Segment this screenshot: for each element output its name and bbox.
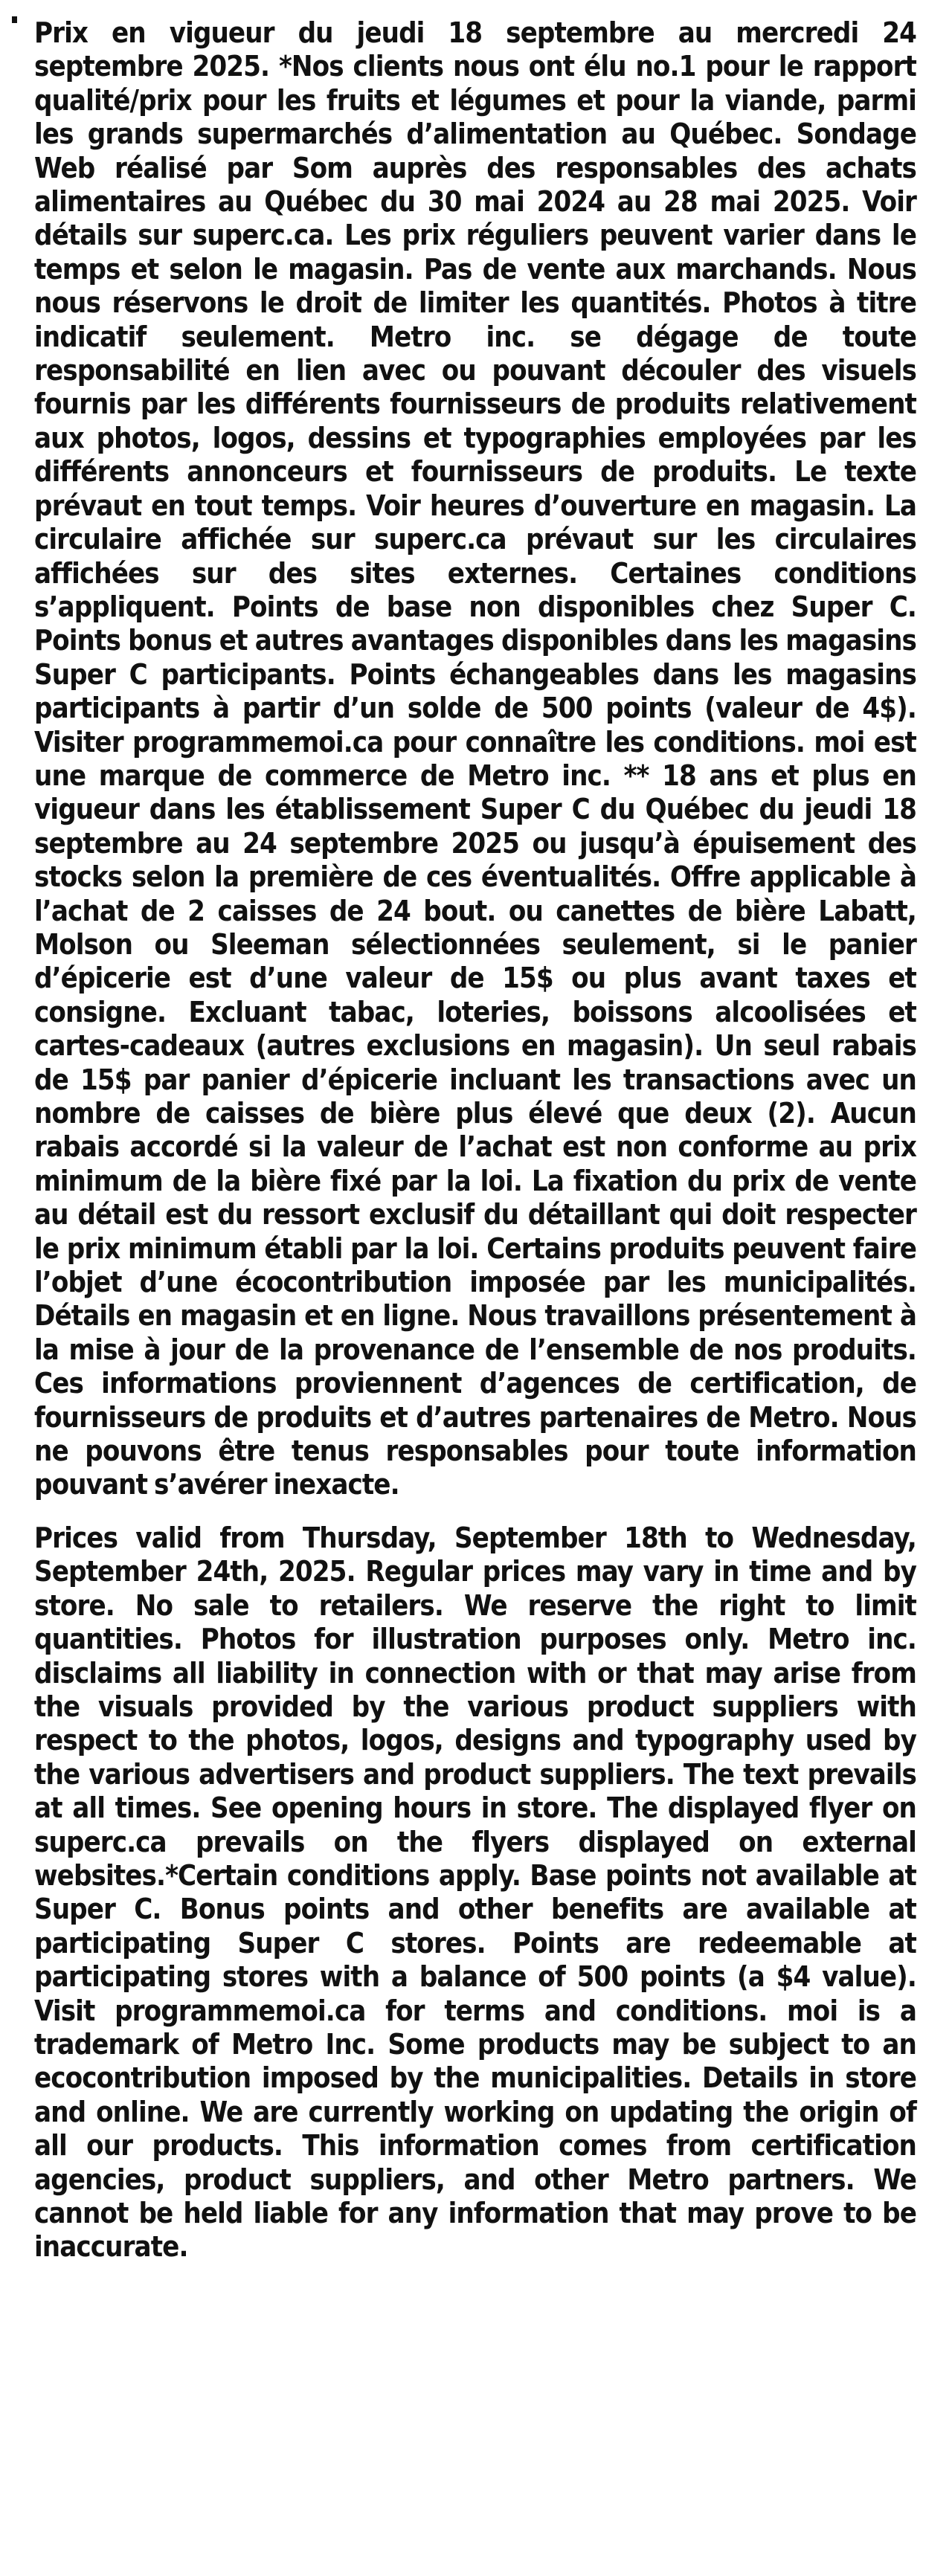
english-legal-paragraph: Prices valid from Thursday, September 18th to Wednesday, September 24th, 2025. Regular prices may vary in time and by store. No sale to retailers. We reserve the right to limit quantities. Photos for illustration purposes only. Metro inc. disclaims all liability in connection with or that may arise from the visuals provided by the various product suppliers with respect to the photos, logos, designs and typography used by the various advertisers and product suppliers. The text prevails at all times. See opening hours in store. The displayed flyer on superc.ca prevails on the flyers displayed on external websites.*Certain conditions apply. Base points not available at Super C. Bonus points and other benefits are available at participating Super C stores. Points are redeemable at participating stores with a balance of 500 points (a $4 value). Visit programmemoi.ca for terms and conditions. moi is a trademark of Metro Inc. Some products may be subject to an ecocontribution imposed by the municipalities. Details in store and online. We are currently working on updating the origin of all our products. This information comes from certification agencies, product suppliers, and other Metro partners. We cannot be held liable for any information that may prove to be inaccurate. bbox=[34, 1521, 916, 2264]
corner-bullet-mark bbox=[12, 16, 17, 23]
french-legal-paragraph: Prix en vigueur du jeudi 18 septembre au mercredi 24 septembre 2025. *Nos clients nous ont élu no.1 pour le rapport qualité/prix pour les fruits et légumes et pour la viande, parmi les grands supermarchés d’alimentation au Québec. Sondage Web réalisé par Som auprès des responsables des achats alimentaires au Québec du 30 mai 2024 au 28 mai 2025. Voir détails sur superc.ca. Les prix réguliers peuvent varier dans le temps et selon le magasin. Pas de vente aux marchands. Nous nous réservons le droit de limiter les quantités. Photos à titre indicatif seulement. Metro inc. se dégage de toute responsabilité en lien avec ou pouvant découler des visuels fournis par les différents fournisseurs de produits relativement aux photos, logos, dessins et typographies employées par les différents annonceurs et fournisseurs de produits. Le texte prévaut en tout temps. Voir heures d’ouverture en magasin. La circulaire affichée sur superc.ca prévaut sur les circulaires affichées sur des sites externes. Certaines conditions s’appliquent. Points de base non disponibles chez Super C. Points bonus et autres avantages disponibles dans les magasins Super C participants. Points échangeables dans les magasins participants à partir d’un solde de 500 points (valeur de 4$). Visiter programmemoi.ca pour connaître les conditions. moi est une marque de commerce de Metro inc. ** 18 ans et plus en vigueur dans les établissement Super C du Québec du jeudi 18 septembre au 24 septembre 2025 ou jusqu’à épuisement des stocks selon la première de ces éventualités. Offre applicable à l’achat de 2 caisses de 24 bout. ou canettes de bière Labatt, Molson ou Sleeman sélectionnées seulement, si le panier d’épicerie est d’une valeur de 15$ ou plus avant taxes et consigne. Excluant tabac, loteries, boissons alcoolisées et cartes-cadeaux (autres exclusions en magasin). Un seul rabais de 15$ par panier d’épicerie incluant les transactions avec un nombre de caisses de bière plus élevé que deux (2). Aucun rabais accordé si la valeur de l’achat est non conforme au prix minimum de la bière fixé par la loi. La fixation du prix de vente au détail est du ressort exclusif du détaillant qui doit respecter le prix minimum établi par la loi. Certains produits peuvent faire l’objet d’une écocontribution imposée par les municipalités. Détails en magasin et en ligne. Nous travaillons présentement à la mise à jour de la provenance de l’ensemble de nos produits. Ces informations proviennent d’agences de certification, de fournisseurs de produits et d’autres partenaires de Metro. Nous ne pouvons être tenus responsables pour toute information pouvant s’avérer inexacte. bbox=[34, 16, 916, 1501]
